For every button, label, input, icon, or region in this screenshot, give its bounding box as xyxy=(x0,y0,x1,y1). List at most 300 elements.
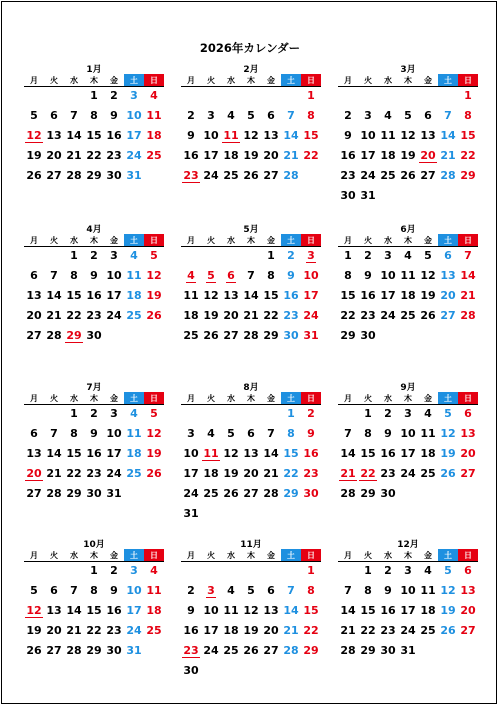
day-cell: 13 xyxy=(460,427,476,440)
day-cell: 30 xyxy=(86,487,102,500)
day-cell: 31 xyxy=(360,189,376,202)
day-cell: 15 xyxy=(86,604,102,617)
day-cell: 29 xyxy=(340,329,356,342)
weekday-label: 水 xyxy=(70,236,78,245)
day-cell: 13 xyxy=(460,584,476,597)
weekday-label: 火 xyxy=(207,76,215,85)
day-cell: 26 xyxy=(420,309,436,322)
day-cell: 14 xyxy=(66,129,82,142)
day-cell: 5 xyxy=(30,109,38,122)
day-cell: 5 xyxy=(247,109,255,122)
header-underline xyxy=(338,246,478,247)
day-cell: 31 xyxy=(303,329,319,342)
day-cell: 4 xyxy=(150,89,158,102)
day-cell: 21 xyxy=(46,467,62,480)
day-cell: 15 xyxy=(360,604,376,617)
weekday-label: 金 xyxy=(424,394,432,403)
day-cell: 9 xyxy=(307,427,315,440)
day-cell: 27 xyxy=(223,329,239,342)
day-cell: 12 xyxy=(203,289,219,302)
day-cell: 25 xyxy=(400,309,416,322)
day-cell: 12 xyxy=(440,427,456,440)
weekday-label: 月 xyxy=(187,236,195,245)
day-cell: 19 xyxy=(146,447,162,460)
day-cell: 28 xyxy=(340,487,356,500)
weekday-label: 木 xyxy=(90,394,98,403)
day-cell: 17 xyxy=(126,604,142,617)
day-cell: 10 xyxy=(126,584,142,597)
holiday-date: 20 xyxy=(420,149,436,162)
holiday-date: 21 xyxy=(340,467,356,480)
day-cell: 11 xyxy=(183,289,199,302)
day-cell: 18 xyxy=(183,309,199,322)
weekday-label: 月 xyxy=(344,551,352,560)
month-block xyxy=(24,62,164,212)
day-cell: 21 xyxy=(440,149,456,162)
day-cell: 6 xyxy=(30,269,38,282)
day-cell: 13 xyxy=(263,604,279,617)
weekday-label: 月 xyxy=(344,76,352,85)
day-cell: 24 xyxy=(203,169,219,182)
day-cell: 17 xyxy=(380,289,396,302)
day-cell: 29 xyxy=(460,169,476,182)
day-cell: 4 xyxy=(227,109,235,122)
day-cell: 7 xyxy=(50,269,58,282)
day-cell: 1 xyxy=(344,249,352,262)
day-cell: 26 xyxy=(440,467,456,480)
day-cell: 1 xyxy=(307,564,315,577)
day-cell: 17 xyxy=(303,289,319,302)
day-cell: 2 xyxy=(384,407,392,420)
day-cell: 30 xyxy=(380,487,396,500)
day-cell: 22 xyxy=(283,467,299,480)
day-cell: 4 xyxy=(150,564,158,577)
day-cell: 21 xyxy=(340,624,356,637)
day-cell: 24 xyxy=(303,309,319,322)
weekday-label: 金 xyxy=(110,551,118,560)
day-cell: 1 xyxy=(90,564,98,577)
day-cell: 18 xyxy=(420,447,436,460)
weekday-label: 土 xyxy=(281,549,301,562)
day-cell: 21 xyxy=(283,149,299,162)
weekday-label: 水 xyxy=(384,551,392,560)
day-cell: 28 xyxy=(46,329,62,342)
day-cell: 11 xyxy=(380,129,396,142)
day-cell: 22 xyxy=(86,624,102,637)
day-cell: 10 xyxy=(106,427,122,440)
day-cell: 29 xyxy=(360,487,376,500)
day-cell: 20 xyxy=(243,467,259,480)
day-cell: 28 xyxy=(283,644,299,657)
day-cell: 30 xyxy=(283,329,299,342)
month-block xyxy=(24,380,164,530)
weekday-label: 水 xyxy=(384,76,392,85)
weekday-label: 土 xyxy=(124,74,144,87)
weekday-label: 火 xyxy=(364,76,372,85)
day-cell: 4 xyxy=(130,407,138,420)
day-cell: 29 xyxy=(263,329,279,342)
weekday-label: 月 xyxy=(187,551,195,560)
day-cell: 1 xyxy=(464,89,472,102)
day-cell: 6 xyxy=(424,109,432,122)
day-cell: 4 xyxy=(404,249,412,262)
day-cell: 24 xyxy=(400,624,416,637)
weekday-label: 日 xyxy=(144,549,164,562)
day-cell: 20 xyxy=(263,149,279,162)
day-cell: 5 xyxy=(30,584,38,597)
day-cell: 30 xyxy=(86,329,102,342)
day-cell: 5 xyxy=(247,584,255,597)
day-cell: 10 xyxy=(303,269,319,282)
weekday-label: 木 xyxy=(247,394,255,403)
day-cell: 17 xyxy=(106,447,122,460)
day-cell: 20 xyxy=(263,624,279,637)
day-cell: 13 xyxy=(420,129,436,142)
day-cell: 24 xyxy=(126,624,142,637)
day-cell: 13 xyxy=(440,269,456,282)
day-cell: 18 xyxy=(146,129,162,142)
weekday-label: 土 xyxy=(124,234,144,247)
weekday-label: 火 xyxy=(364,394,372,403)
day-cell: 25 xyxy=(203,487,219,500)
day-cell: 6 xyxy=(444,249,452,262)
day-cell: 15 xyxy=(360,447,376,460)
day-cell: 25 xyxy=(420,624,436,637)
weekday-label: 日 xyxy=(301,74,321,87)
day-cell: 3 xyxy=(364,109,372,122)
weekday-label: 金 xyxy=(267,236,275,245)
day-cell: 26 xyxy=(223,487,239,500)
day-cell: 13 xyxy=(223,289,239,302)
day-cell: 23 xyxy=(86,467,102,480)
day-cell: 22 xyxy=(66,309,82,322)
day-cell: 6 xyxy=(30,427,38,440)
weekday-label: 木 xyxy=(404,394,412,403)
weekday-label: 月 xyxy=(30,76,38,85)
weekday-label: 土 xyxy=(281,392,301,405)
month-block xyxy=(24,537,164,687)
day-cell: 11 xyxy=(420,584,436,597)
day-cell: 10 xyxy=(380,269,396,282)
header-underline xyxy=(181,404,321,405)
day-cell: 30 xyxy=(340,189,356,202)
day-cell: 23 xyxy=(283,309,299,322)
header-underline xyxy=(24,561,164,562)
day-cell: 3 xyxy=(404,407,412,420)
day-cell: 12 xyxy=(440,584,456,597)
weekday-label: 木 xyxy=(247,76,255,85)
holiday-date: 5 xyxy=(207,269,215,282)
weekday-label: 日 xyxy=(144,234,164,247)
weekday-label: 土 xyxy=(281,234,301,247)
day-cell: 18 xyxy=(126,447,142,460)
day-cell: 7 xyxy=(70,109,78,122)
header-underline xyxy=(338,561,478,562)
weekday-label: 金 xyxy=(424,236,432,245)
day-cell: 17 xyxy=(203,149,219,162)
day-cell: 20 xyxy=(46,149,62,162)
day-cell: 15 xyxy=(283,447,299,460)
day-cell: 2 xyxy=(90,407,98,420)
day-cell: 15 xyxy=(66,289,82,302)
day-cell: 30 xyxy=(360,329,376,342)
day-cell: 3 xyxy=(110,249,118,262)
day-cell: 21 xyxy=(66,624,82,637)
day-cell: 16 xyxy=(380,604,396,617)
day-cell: 14 xyxy=(283,604,299,617)
day-cell: 28 xyxy=(66,169,82,182)
day-cell: 19 xyxy=(223,467,239,480)
day-cell: 27 xyxy=(440,309,456,322)
day-cell: 10 xyxy=(183,447,199,460)
day-cell: 11 xyxy=(126,269,142,282)
day-cell: 10 xyxy=(400,427,416,440)
day-cell: 12 xyxy=(146,427,162,440)
day-cell: 9 xyxy=(384,584,392,597)
day-cell: 22 xyxy=(460,149,476,162)
day-cell: 28 xyxy=(460,309,476,322)
day-cell: 1 xyxy=(287,407,295,420)
day-cell: 4 xyxy=(130,249,138,262)
day-cell: 18 xyxy=(420,604,436,617)
day-cell: 21 xyxy=(46,309,62,322)
weekday-label: 日 xyxy=(458,392,478,405)
day-cell: 29 xyxy=(283,487,299,500)
day-cell: 8 xyxy=(464,109,472,122)
day-cell: 19 xyxy=(440,604,456,617)
day-cell: 7 xyxy=(247,269,255,282)
day-cell: 22 xyxy=(263,309,279,322)
day-cell: 16 xyxy=(106,129,122,142)
day-cell: 16 xyxy=(86,447,102,460)
holiday-date: 29 xyxy=(66,329,82,342)
day-cell: 26 xyxy=(146,309,162,322)
day-cell: 11 xyxy=(223,604,239,617)
holiday-date: 12 xyxy=(26,604,42,617)
day-cell: 9 xyxy=(287,269,295,282)
calendar-title: 2026年カレンダー xyxy=(199,41,301,55)
day-cell: 29 xyxy=(66,487,82,500)
day-cell: 23 xyxy=(340,169,356,182)
weekday-label: 月 xyxy=(30,551,38,560)
day-cell: 30 xyxy=(380,644,396,657)
day-cell: 5 xyxy=(227,427,235,440)
day-cell: 8 xyxy=(307,109,315,122)
weekday-label: 水 xyxy=(70,76,78,85)
weekday-label: 金 xyxy=(267,551,275,560)
day-cell: 11 xyxy=(400,269,416,282)
weekday-label: 月 xyxy=(30,236,38,245)
day-cell: 9 xyxy=(110,109,118,122)
day-cell: 13 xyxy=(26,447,42,460)
day-cell: 13 xyxy=(46,604,62,617)
day-cell: 18 xyxy=(126,289,142,302)
day-cell: 27 xyxy=(26,487,42,500)
month-block xyxy=(338,62,478,212)
day-cell: 5 xyxy=(150,249,158,262)
day-cell: 19 xyxy=(26,624,42,637)
day-cell: 10 xyxy=(126,109,142,122)
day-cell: 14 xyxy=(46,447,62,460)
day-cell: 8 xyxy=(70,427,78,440)
weekday-label: 水 xyxy=(384,236,392,245)
day-cell: 24 xyxy=(126,149,142,162)
day-cell: 2 xyxy=(384,564,392,577)
weekday-label: 木 xyxy=(404,76,412,85)
day-cell: 6 xyxy=(267,584,275,597)
day-cell: 3 xyxy=(207,109,215,122)
day-cell: 19 xyxy=(400,149,416,162)
day-cell: 2 xyxy=(344,109,352,122)
day-cell: 10 xyxy=(400,584,416,597)
day-cell: 14 xyxy=(440,129,456,142)
day-cell: 27 xyxy=(460,624,476,637)
day-cell: 29 xyxy=(303,644,319,657)
day-cell: 25 xyxy=(126,309,142,322)
day-cell: 26 xyxy=(26,644,42,657)
day-cell: 26 xyxy=(400,169,416,182)
day-cell: 3 xyxy=(384,249,392,262)
day-cell: 18 xyxy=(400,289,416,302)
weekday-label: 金 xyxy=(267,76,275,85)
weekday-label: 水 xyxy=(227,394,235,403)
day-cell: 13 xyxy=(243,447,259,460)
weekday-label: 日 xyxy=(458,74,478,87)
day-cell: 22 xyxy=(66,467,82,480)
weekday-label: 日 xyxy=(301,234,321,247)
day-cell: 31 xyxy=(126,169,142,182)
day-cell: 16 xyxy=(283,289,299,302)
day-cell: 17 xyxy=(400,447,416,460)
day-cell: 17 xyxy=(400,604,416,617)
day-cell: 9 xyxy=(364,269,372,282)
header-underline xyxy=(338,86,478,87)
day-cell: 7 xyxy=(287,584,295,597)
weekday-label: 木 xyxy=(90,551,98,560)
day-cell: 27 xyxy=(420,169,436,182)
weekday-label: 日 xyxy=(301,392,321,405)
day-cell: 14 xyxy=(66,604,82,617)
day-cell: 10 xyxy=(203,604,219,617)
month-block xyxy=(338,222,478,372)
day-cell: 6 xyxy=(247,427,255,440)
day-cell: 21 xyxy=(66,149,82,162)
weekday-label: 金 xyxy=(267,394,275,403)
day-cell: 25 xyxy=(146,149,162,162)
day-cell: 19 xyxy=(26,149,42,162)
month-title: 9月 xyxy=(400,383,416,393)
day-cell: 7 xyxy=(344,427,352,440)
day-cell: 4 xyxy=(424,564,432,577)
day-cell: 14 xyxy=(340,604,356,617)
day-cell: 19 xyxy=(243,624,259,637)
weekday-label: 日 xyxy=(458,549,478,562)
day-cell: 12 xyxy=(223,447,239,460)
day-cell: 13 xyxy=(26,289,42,302)
day-cell: 17 xyxy=(106,289,122,302)
day-cell: 11 xyxy=(146,109,162,122)
day-cell: 23 xyxy=(106,149,122,162)
day-cell: 23 xyxy=(303,467,319,480)
day-cell: 9 xyxy=(90,269,98,282)
day-cell: 7 xyxy=(287,109,295,122)
holiday-date: 3 xyxy=(207,584,215,597)
day-cell: 5 xyxy=(424,249,432,262)
weekday-label: 木 xyxy=(90,76,98,85)
day-cell: 2 xyxy=(287,249,295,262)
day-cell: 20 xyxy=(46,624,62,637)
day-cell: 16 xyxy=(380,447,396,460)
day-cell: 9 xyxy=(110,584,118,597)
day-cell: 2 xyxy=(110,89,118,102)
holiday-date: 6 xyxy=(227,269,235,282)
day-cell: 13 xyxy=(263,129,279,142)
day-cell: 5 xyxy=(444,564,452,577)
day-cell: 27 xyxy=(263,644,279,657)
day-cell: 16 xyxy=(183,149,199,162)
day-cell: 25 xyxy=(380,169,396,182)
holiday-date: 11 xyxy=(203,447,219,460)
day-cell: 9 xyxy=(90,427,98,440)
month-title: 12月 xyxy=(397,540,419,550)
day-cell: 22 xyxy=(303,624,319,637)
day-cell: 30 xyxy=(106,169,122,182)
weekday-label: 月 xyxy=(344,236,352,245)
month-title: 10月 xyxy=(83,540,105,550)
day-cell: 8 xyxy=(287,427,295,440)
day-cell: 10 xyxy=(106,269,122,282)
day-cell: 3 xyxy=(404,564,412,577)
month-block xyxy=(181,380,321,530)
day-cell: 31 xyxy=(183,507,199,520)
day-cell: 23 xyxy=(106,624,122,637)
weekday-label: 金 xyxy=(424,76,432,85)
day-cell: 20 xyxy=(460,604,476,617)
day-cell: 15 xyxy=(460,129,476,142)
day-cell: 29 xyxy=(86,169,102,182)
weekday-label: 火 xyxy=(364,236,372,245)
day-cell: 4 xyxy=(227,584,235,597)
day-cell: 28 xyxy=(263,487,279,500)
day-cell: 9 xyxy=(384,427,392,440)
holiday-date: 22 xyxy=(360,467,376,480)
day-cell: 16 xyxy=(183,624,199,637)
day-cell: 15 xyxy=(263,289,279,302)
day-cell: 7 xyxy=(444,109,452,122)
day-cell: 28 xyxy=(283,169,299,182)
day-cell: 5 xyxy=(444,407,452,420)
day-cell: 11 xyxy=(146,584,162,597)
weekday-label: 土 xyxy=(438,74,458,87)
day-cell: 20 xyxy=(460,447,476,460)
day-cell: 8 xyxy=(267,269,275,282)
day-cell: 31 xyxy=(126,644,142,657)
day-cell: 9 xyxy=(187,129,195,142)
weekday-label: 火 xyxy=(364,551,372,560)
weekday-label: 日 xyxy=(144,74,164,87)
day-cell: 2 xyxy=(364,249,372,262)
day-cell: 24 xyxy=(400,467,416,480)
day-cell: 24 xyxy=(106,309,122,322)
day-cell: 12 xyxy=(146,269,162,282)
day-cell: 16 xyxy=(340,149,356,162)
month-block xyxy=(181,537,321,687)
weekday-label: 木 xyxy=(247,551,255,560)
day-cell: 17 xyxy=(360,149,376,162)
day-cell: 26 xyxy=(243,644,259,657)
day-cell: 15 xyxy=(86,129,102,142)
day-cell: 8 xyxy=(70,269,78,282)
